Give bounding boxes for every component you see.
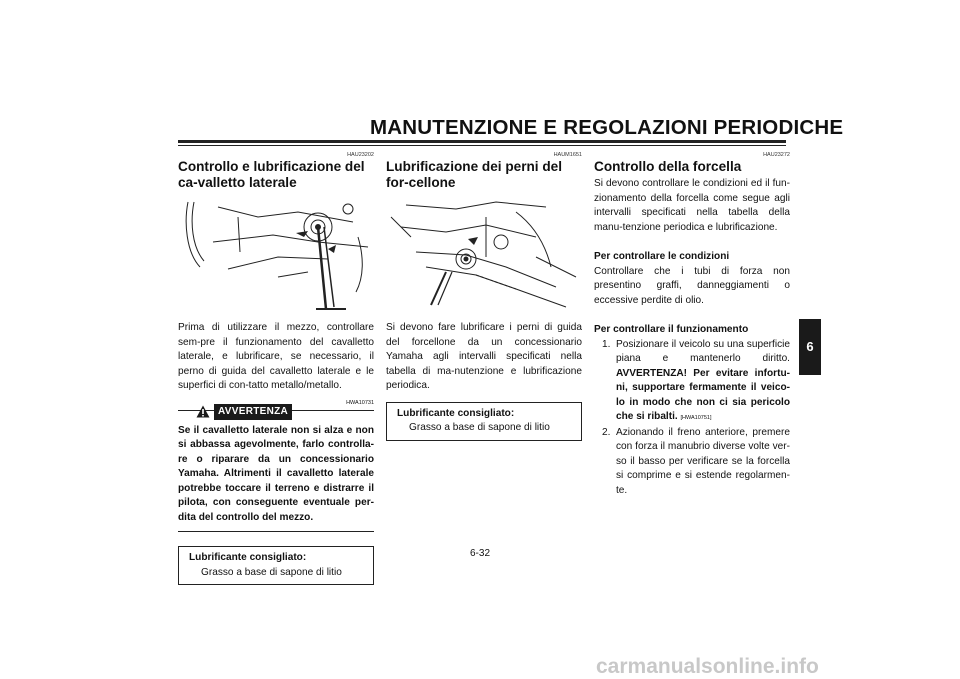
column-sidestand [178,152,374,585]
warning-end-rule [178,531,374,532]
section-heading: Lubrificazione dei perni del for-cellone [386,159,562,190]
warning-label [196,404,292,421]
step-item [594,338,790,426]
section-body: Si devono fare lubrificare i perni di guida del forcellone da un concessionario Yamaha agli intervalli specificati nella tabella di ma-nutenzione e lubrificazione periodica. [386,322,582,391]
lubricant-title: Lubrificante consigliato: [397,407,515,419]
lubricant-value: Grasso a base di sapone di litio [201,566,342,578]
page-title: MANUTENZIONE E REGOLAZIONI PERIODICHE [370,116,844,139]
section-heading: Controllo e lubrificazione del ca-valletto laterale [178,159,365,190]
step-text: Azionando il freno anteriore, premere con forza il manubrio diverse volte ver-so il basso per verificare se la forcella si comprime e si estende regolarmen-te. [616,426,790,496]
section-code: HAU23202 [347,152,374,158]
step-text: Posizionare il veicolo su una superficie piana e mantenerlo diritto. [616,338,790,364]
condition-body: Controllare che i tubi di forza non presentino graffi, danneggiamenti o eccessive perdite di olio. [594,265,790,306]
step-item [594,426,790,499]
section-code: HAU23272 [763,152,790,158]
lubricant-box [178,546,374,585]
lubricant-title: Lubrificante consigliato: [189,552,307,563]
warning-label-text: AVVERTENZA [214,404,292,421]
column-swingarm [386,152,582,441]
chapter-tab[interactable]: 6 [799,319,821,375]
sidestand-illustration [178,197,374,313]
warning-triangle-icon [196,405,210,418]
warning-header [178,396,374,418]
step-warning: AVVERTENZA! Per evitare infortu-ni, supportare fermamente il veico-lo in modo che non ci sia pericolo che si ribalti. [616,367,790,422]
page-number: 6-32 [469,548,490,559]
column-fork [594,152,790,498]
section-heading: Controllo della forcella [594,159,742,174]
section-code: HAUM1651 [553,152,582,158]
step-number: 1. [602,338,611,350]
warning-code: HWA10731 [346,399,374,406]
step-number: 2. [602,426,611,438]
lubricant-value: Grasso a base di sapone di litio [409,422,550,433]
subheading-condition: Per controllare le condizioni [594,251,730,262]
section-body: Si devono controllare le condizioni ed il fun-zionamento della forcella come segue agli intervalli specificati nella tabella della manu-tenzione periodica e lubrificazione. [594,178,790,233]
watermark: carmanualsonline.info [596,655,819,678]
step-warning-code: [HWA10751] [680,415,712,421]
title-rule-thin [178,145,786,146]
title-rule [178,140,786,143]
section-body: Prima di utilizzare il mezzo, controllare sem-pre il funzionamento del cavalletto laterale, e lubrificare, se necessario, il perno di guida del cavalletto laterale e le superfici di con-tatto metallo/metallo. [178,322,374,391]
steps-list [594,338,790,499]
warning-text: Se il cavalletto laterale non si alza e non si abbassa agevolmente, farlo controlla-re o riparare da un concessionario Yamaha. Altrimenti il cavalletto laterale potrebbe toccare il terreno e distrarre il pilota, con conseguente eventuale per-dita del controllo del mezzo. [178,424,374,523]
swingarm-illustration [386,197,582,313]
subheading-operation: Per controllare il funzionamento [594,324,749,335]
lubricant-box [386,402,582,441]
